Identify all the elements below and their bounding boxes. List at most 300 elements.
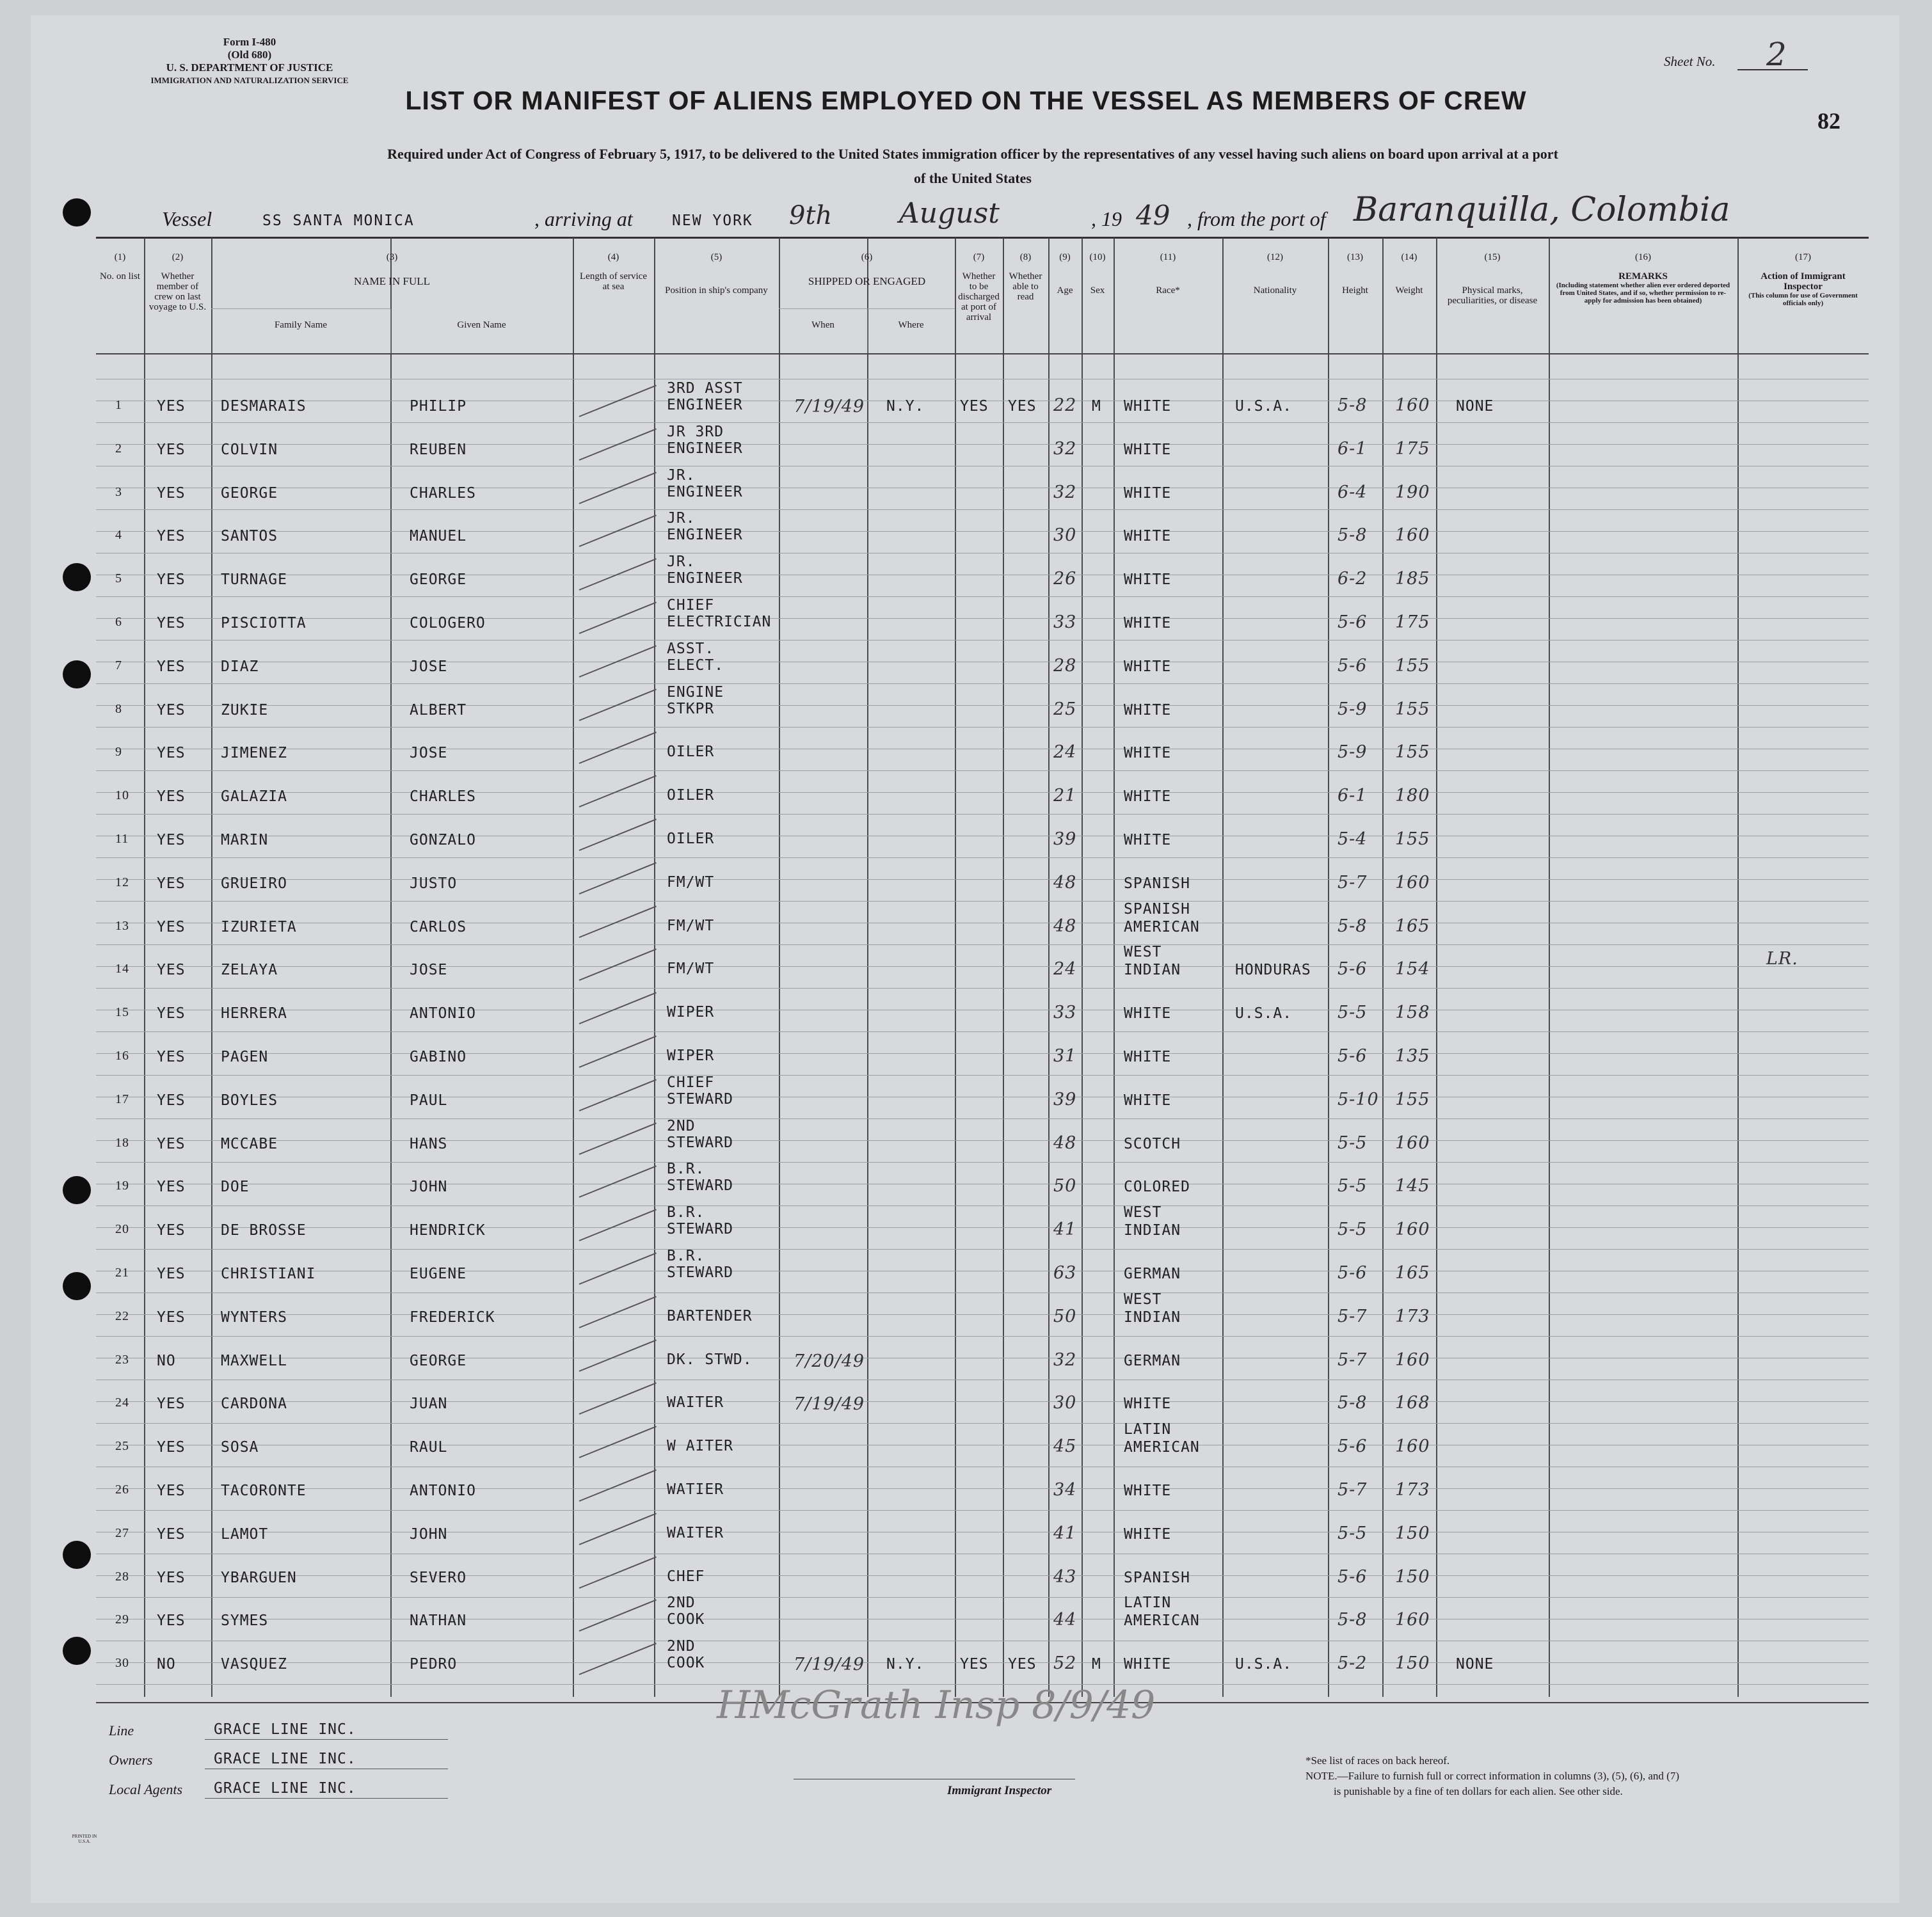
sheet-label: Sheet No. <box>1664 54 1716 69</box>
given-name: ANTONIO <box>410 1005 476 1022</box>
column-rule <box>1737 238 1739 1697</box>
row-number: 6 <box>115 615 122 629</box>
column-header <box>1082 238 1114 353</box>
race: WHITE <box>1124 484 1172 502</box>
family-name: GEORGE <box>221 484 278 502</box>
nationality: HONDURAS <box>1235 962 1311 979</box>
row-number: 21 <box>115 1266 129 1280</box>
age: 48 <box>1053 916 1077 936</box>
nationality: U.S.A. <box>1235 1656 1293 1673</box>
age: 50 <box>1053 1176 1077 1197</box>
race: WHITE <box>1124 658 1172 675</box>
position-line-2: ELECTRICIAN <box>667 614 772 630</box>
race: WHITE <box>1124 745 1172 762</box>
ruling-line <box>96 509 1869 510</box>
column-label: Whether able to read <box>1009 271 1042 302</box>
column-rule <box>1082 238 1083 1697</box>
position-line-2: COOK <box>667 1655 705 1672</box>
height: 5-7 <box>1337 1306 1368 1326</box>
weight: 160 <box>1395 1349 1430 1370</box>
family-name: MCCABE <box>221 1135 278 1152</box>
position-line-1: 2ND <box>667 1117 696 1134</box>
age: 48 <box>1053 872 1077 893</box>
last-voyage: YES <box>157 1569 186 1586</box>
shipped-when: 7/19/49 <box>794 1394 865 1415</box>
row-number: 4 <box>115 528 122 543</box>
race: WHITE <box>1124 832 1172 848</box>
row-number: 16 <box>115 1049 129 1063</box>
ruling-line <box>96 531 1869 532</box>
family-name: BOYLES <box>221 1092 278 1109</box>
height: 5-8 <box>1337 916 1368 936</box>
last-voyage: YES <box>157 571 186 589</box>
row-number: 18 <box>115 1135 129 1150</box>
owners-value: GRACE LINE INC. <box>214 1751 356 1767</box>
manifest-subtitle <box>128 142 1817 191</box>
position-line-2: ENGINEER <box>667 570 743 587</box>
column-number: (15) <box>1484 252 1501 262</box>
age: 25 <box>1053 699 1077 719</box>
age: 22 <box>1053 395 1077 415</box>
column-rule <box>779 238 780 1697</box>
weight: 165 <box>1395 916 1430 936</box>
ruling-line <box>96 1336 1869 1337</box>
column-header <box>1328 238 1382 353</box>
column-number: (11) <box>1160 252 1176 262</box>
column-label: Race* <box>1156 285 1180 296</box>
given-name: PEDRO <box>410 1656 458 1673</box>
weight: 145 <box>1395 1176 1430 1197</box>
age: 32 <box>1053 438 1077 459</box>
arrival-day: 9th <box>789 201 833 230</box>
age: 32 <box>1053 1349 1077 1370</box>
height: 5-5 <box>1337 1176 1368 1197</box>
height: 5-6 <box>1337 1046 1368 1066</box>
age: 41 <box>1053 1523 1077 1543</box>
height: 6-4 <box>1337 482 1368 502</box>
race: GERMAN <box>1124 1352 1181 1369</box>
position-line-2: STEWARD <box>667 1221 733 1238</box>
given-name: JUAN <box>410 1396 448 1413</box>
ruling-line <box>96 1575 1869 1576</box>
family-name: TACORONTE <box>221 1483 307 1499</box>
vessel-label: Vessel <box>162 207 212 230</box>
race: WHITE <box>1124 571 1172 589</box>
race-line-1: WEST <box>1124 1204 1162 1221</box>
given-name: MANUEL <box>410 528 467 545</box>
row-number: 22 <box>115 1308 129 1323</box>
weight: 150 <box>1395 1653 1430 1674</box>
race-line-1: LATIN <box>1124 1421 1172 1438</box>
age: 24 <box>1053 959 1077 980</box>
row-number: 29 <box>115 1612 129 1627</box>
column-subheader: When <box>811 320 834 330</box>
header-rule <box>96 353 1869 354</box>
position-line-1: JR. <box>667 510 696 527</box>
able-to-read: YES <box>1008 1656 1037 1673</box>
height: 5-8 <box>1337 525 1368 546</box>
race: INDIAN <box>1124 1222 1181 1239</box>
column-label: Whether member of crew on last voyage to U.S. <box>148 271 207 312</box>
height: 5-2 <box>1337 1653 1368 1674</box>
height: 5-6 <box>1337 1436 1368 1457</box>
weight: 160 <box>1395 1220 1430 1240</box>
family-name: HERRERA <box>221 1005 287 1022</box>
subcolumn-rule <box>867 308 868 353</box>
local-agents-value: GRACE LINE INC. <box>214 1780 356 1797</box>
column-subheader: Given Name <box>457 320 506 330</box>
position-line-2: WAITER <box>667 1394 724 1412</box>
ruling-line <box>96 1510 1869 1511</box>
row-number: 28 <box>115 1569 129 1584</box>
race: SPANISH <box>1124 875 1190 892</box>
age: 30 <box>1053 525 1077 546</box>
races-note: *See list of races on back hereof. <box>1305 1754 1450 1767</box>
given-name: CHARLES <box>410 484 476 502</box>
row-number: 10 <box>115 788 129 803</box>
given-name: GEORGE <box>410 1352 467 1369</box>
height: 6-2 <box>1337 569 1368 589</box>
height: 5-8 <box>1337 1610 1368 1630</box>
service-dash <box>579 1339 657 1372</box>
weight: 175 <box>1395 438 1430 459</box>
height: 5-7 <box>1337 1480 1368 1500</box>
service-dash <box>579 1252 657 1285</box>
position-line-2: CHEF <box>667 1568 705 1585</box>
given-name: JOHN <box>410 1525 448 1543</box>
weight: 190 <box>1395 482 1430 502</box>
height: 5-10 <box>1337 1089 1379 1110</box>
race: WHITE <box>1124 615 1172 632</box>
punch-hole <box>63 1176 91 1204</box>
height: 5-5 <box>1337 1003 1368 1023</box>
position-line-2: STEWARD <box>667 1134 733 1151</box>
line-value: GRACE LINE INC. <box>214 1721 356 1738</box>
subtitle-line-1: Required under Act of Congress of February 5, 1917, to be delivered to the United States immigration officer by the representatives of any vessel having such aliens on board upon arrival at a port <box>387 146 1558 162</box>
family-name: MARIN <box>221 832 269 848</box>
race: AMERICAN <box>1124 1612 1200 1630</box>
vessel-line <box>138 191 1785 242</box>
ruling-line <box>96 596 1869 597</box>
last-voyage: YES <box>157 1525 186 1543</box>
race-line-1: WEST <box>1124 1291 1162 1308</box>
position-line-2: W AITER <box>667 1438 733 1455</box>
column-header <box>573 238 654 353</box>
column-header <box>955 238 1003 353</box>
last-voyage: YES <box>157 1439 186 1456</box>
ruling-line <box>96 1053 1869 1054</box>
position-line-1: B.R. <box>667 1248 705 1264</box>
row-number: 25 <box>115 1439 129 1454</box>
age: 39 <box>1053 829 1077 849</box>
position-line-2: STKPR <box>667 700 715 717</box>
age: 43 <box>1053 1566 1077 1587</box>
column-header <box>1436 238 1549 353</box>
row-number: 5 <box>115 571 122 586</box>
family-name: DOE <box>221 1179 250 1196</box>
weight: 180 <box>1395 786 1430 806</box>
column-label: Nationality <box>1253 285 1297 296</box>
race: WHITE <box>1124 788 1172 806</box>
last-voyage: NO <box>157 1352 176 1369</box>
column-rule <box>1549 238 1550 1697</box>
service-dash <box>579 1469 657 1502</box>
last-voyage: YES <box>157 1179 186 1196</box>
column-label: Action of Immigrant Inspector <box>1760 271 1846 292</box>
last-voyage: YES <box>157 1049 186 1065</box>
family-name: GALAZIA <box>221 788 287 806</box>
position-line-2: ELECT. <box>667 656 724 674</box>
position-line-2: WIPER <box>667 1047 715 1064</box>
weight: 173 <box>1395 1306 1430 1326</box>
height: 5-6 <box>1337 612 1368 632</box>
race: WHITE <box>1124 1525 1172 1543</box>
crew-table <box>96 238 1869 1697</box>
position-line-1: B.R. <box>667 1161 705 1178</box>
column-number: (1) <box>114 252 126 262</box>
column-label: REMARKS <box>1618 271 1668 282</box>
column-header <box>1003 238 1048 353</box>
row-number: 8 <box>115 701 122 716</box>
column-sublabel: (This column for use of Government officials only) <box>1748 292 1858 307</box>
row-number: 30 <box>115 1656 129 1671</box>
last-voyage: YES <box>157 441 186 458</box>
column-number: (7) <box>973 252 985 262</box>
from-port: Baranquilla, Colombia <box>1353 191 1730 229</box>
last-voyage: YES <box>157 1092 186 1109</box>
ruling-line <box>96 1140 1869 1141</box>
given-name: JUSTO <box>410 875 458 892</box>
given-name: HENDRICK <box>410 1222 486 1239</box>
position-line-1: 2ND <box>667 1595 696 1612</box>
ruling-line <box>96 792 1869 793</box>
age: 30 <box>1053 1393 1077 1413</box>
row-number: 14 <box>115 962 129 976</box>
position-line-2: DK. STWD. <box>667 1351 753 1368</box>
height: 5-5 <box>1337 1523 1368 1543</box>
weight: 135 <box>1395 1046 1430 1066</box>
height: 6-1 <box>1337 786 1368 806</box>
age: 31 <box>1053 1046 1077 1066</box>
column-rule <box>654 238 655 1697</box>
position-line-1: ASST. <box>667 640 715 657</box>
last-voyage: YES <box>157 398 186 415</box>
age: 48 <box>1053 1133 1077 1153</box>
weight: 155 <box>1395 655 1430 676</box>
height: 6-1 <box>1337 438 1368 459</box>
punch-hole <box>63 1541 91 1569</box>
from-port-label: , from the port of <box>1187 207 1326 230</box>
form-identifier <box>128 36 371 87</box>
given-name: COLOGERO <box>410 615 486 632</box>
subtitle-line-2: of the United States <box>914 170 1032 186</box>
punch-hole <box>63 1637 91 1665</box>
family-name: CARDONA <box>221 1396 287 1413</box>
position-line-1: 2ND <box>667 1638 696 1655</box>
punch-hole <box>63 1272 91 1300</box>
last-voyage: YES <box>157 528 186 545</box>
height: 5-8 <box>1337 395 1368 415</box>
line-label: Line <box>109 1722 134 1738</box>
position-line-2: OILER <box>667 744 715 761</box>
shipped-when: 7/20/49 <box>794 1351 865 1371</box>
given-name: FREDERICK <box>410 1308 495 1326</box>
row-number: 19 <box>115 1179 129 1193</box>
height: 5-7 <box>1337 872 1368 893</box>
column-number: (16) <box>1635 252 1651 262</box>
family-name: VASQUEZ <box>221 1656 287 1673</box>
height: 5-5 <box>1337 1220 1368 1240</box>
position-line-2: FM/WT <box>667 960 715 978</box>
weight: 160 <box>1395 1610 1430 1630</box>
given-name: JOSE <box>410 745 448 762</box>
race: WHITE <box>1124 1092 1172 1109</box>
given-name: PHILIP <box>410 398 467 415</box>
position-line-1: 3RD ASST <box>667 380 743 397</box>
arrival-month: August <box>899 197 1000 230</box>
last-voyage: YES <box>157 484 186 502</box>
given-name: CARLOS <box>410 918 467 935</box>
service-dash <box>579 1166 657 1198</box>
family-name: ZELAYA <box>221 962 278 979</box>
physical-marks: NONE <box>1456 1656 1494 1673</box>
given-name: JOSE <box>410 658 448 675</box>
race: WHITE <box>1124 1396 1172 1413</box>
column-rule <box>1382 238 1384 1697</box>
service-dash <box>579 1556 657 1589</box>
weight: 158 <box>1395 1003 1430 1023</box>
punch-hole <box>63 563 91 591</box>
shipped-when: 7/19/49 <box>794 1655 865 1675</box>
column-header <box>1114 238 1222 353</box>
year-prefix: , 19 <box>1091 207 1122 230</box>
weight: 154 <box>1395 959 1430 980</box>
column-rule <box>211 238 212 1697</box>
service-dash <box>579 1643 657 1676</box>
weight: 160 <box>1395 1436 1430 1457</box>
race: WHITE <box>1124 398 1172 415</box>
weight: 155 <box>1395 1089 1430 1110</box>
service-dash <box>579 1383 657 1415</box>
age: 24 <box>1053 742 1077 763</box>
position-line-2: ENGINEER <box>667 440 743 457</box>
weight: 160 <box>1395 395 1430 415</box>
punch-hole <box>63 198 91 227</box>
shipped-where: N.Y. <box>886 398 925 415</box>
owners-label: Owners <box>109 1752 153 1768</box>
given-name: GEORGE <box>410 571 467 589</box>
age: 33 <box>1053 1003 1077 1023</box>
family-name: TURNAGE <box>221 571 287 589</box>
column-number: (17) <box>1795 252 1811 262</box>
weight: 173 <box>1395 1480 1430 1500</box>
column-label: No. on list <box>100 271 140 282</box>
ruling-line <box>96 1597 1869 1598</box>
age: 41 <box>1053 1220 1077 1240</box>
ruling-line <box>96 1488 1869 1489</box>
weight: 168 <box>1395 1393 1430 1413</box>
sex: M <box>1092 1656 1101 1673</box>
row-number: 1 <box>115 398 122 412</box>
row-number: 12 <box>115 875 129 889</box>
ruling-line <box>96 1075 1869 1076</box>
column-header <box>1737 238 1869 353</box>
last-voyage: YES <box>157 701 186 719</box>
column-rule <box>144 238 145 1697</box>
family-name: SYMES <box>221 1612 269 1630</box>
position-line-2: FM/WT <box>667 917 715 934</box>
race: INDIAN <box>1124 1308 1181 1326</box>
subcolumn-rule <box>390 308 391 353</box>
column-header <box>1549 238 1737 353</box>
last-voyage: YES <box>157 1396 186 1413</box>
column-number: (9) <box>1059 252 1071 262</box>
service-dash <box>579 776 657 808</box>
position-line-1: JR 3RD <box>667 423 724 440</box>
discharged: YES <box>960 398 989 415</box>
race-line-1: SPANISH <box>1124 900 1190 918</box>
height: 5-9 <box>1337 699 1368 719</box>
ruling-line <box>96 988 1869 989</box>
column-rule <box>1436 238 1437 1697</box>
family-name: WYNTERS <box>221 1308 287 1326</box>
weight: 165 <box>1395 1263 1430 1283</box>
position-line-1: JR. <box>667 466 696 484</box>
given-name: RAUL <box>410 1439 448 1456</box>
given-name: HANS <box>410 1135 448 1152</box>
column-number: (13) <box>1347 252 1363 262</box>
page-number: 82 <box>1817 108 1840 134</box>
able-to-read: YES <box>1008 398 1037 415</box>
penalty-note: NOTE.—Failure to furnish full or correct information in columns (3), (5), (6), and (7) <box>1305 1770 1679 1782</box>
service-dash <box>579 1296 657 1328</box>
form-number: Form I-480 <box>223 36 276 48</box>
shipped-where: N.Y. <box>886 1656 925 1673</box>
race: COLORED <box>1124 1179 1190 1196</box>
race: WHITE <box>1124 1483 1172 1499</box>
ruling-line <box>96 901 1869 902</box>
ruling-line <box>96 1205 1869 1206</box>
sheet-number: 2 <box>1766 36 1787 73</box>
position-line-2: ENGINEER <box>667 527 743 544</box>
last-voyage: YES <box>157 962 186 979</box>
weight: 155 <box>1395 829 1430 849</box>
given-name: GONZALO <box>410 832 476 848</box>
column-rule <box>1114 238 1115 1697</box>
ruling-line <box>96 1249 1869 1250</box>
ruling-line <box>96 770 1869 771</box>
family-name: GRUEIRO <box>221 875 287 892</box>
race: AMERICAN <box>1124 1439 1200 1456</box>
age: 32 <box>1053 482 1077 502</box>
race: AMERICAN <box>1124 918 1200 935</box>
height: 5-6 <box>1337 655 1368 676</box>
column-label: Age <box>1057 285 1073 296</box>
inspector-signature: HMcGrath Insp 8/9/49 <box>717 1683 1156 1728</box>
race-line-1: WEST <box>1124 944 1162 961</box>
form-old-number: (Old 680) <box>227 49 272 61</box>
last-voyage: YES <box>157 615 186 632</box>
column-header <box>96 238 144 353</box>
race: SCOTCH <box>1124 1135 1181 1152</box>
column-header <box>1222 238 1328 353</box>
weight: 150 <box>1395 1566 1430 1587</box>
given-name: CHARLES <box>410 788 476 806</box>
service-dash <box>579 862 657 895</box>
weight: 155 <box>1395 699 1430 719</box>
service-name: IMMIGRATION AND NATURALIZATION SERVICE <box>150 76 349 85</box>
race: WHITE <box>1124 1656 1172 1673</box>
